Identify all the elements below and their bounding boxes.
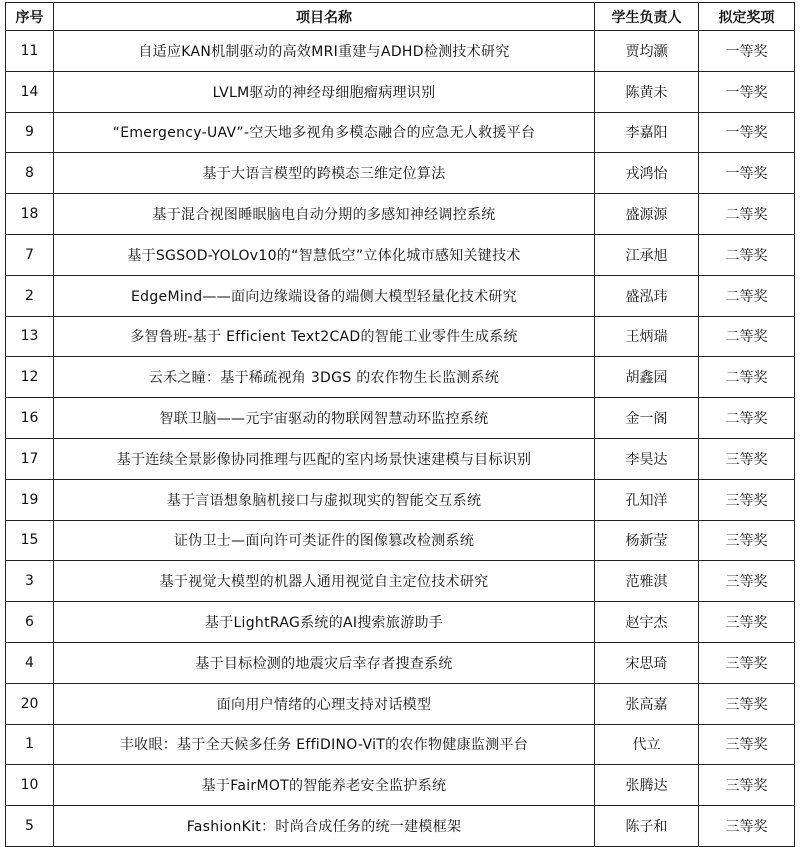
table-row	[6, 31, 795, 72]
cell-student-lead: 盛泓玮	[595, 275, 699, 316]
cell-award: 一等奖	[699, 112, 795, 153]
cell-project-title: 基于目标检测的地震灾后幸存者搜查系统	[54, 642, 595, 683]
table-row	[6, 479, 795, 520]
table-body	[6, 31, 795, 847]
cell-student-lead: 盛源源	[595, 194, 699, 235]
cell-award: 三等奖	[699, 806, 795, 847]
table-header	[6, 3, 795, 31]
table-row	[6, 438, 795, 479]
cell-seq: 13	[6, 316, 54, 357]
cell-award: 三等奖	[699, 479, 795, 520]
cell-award: 三等奖	[699, 561, 795, 602]
header-award: 拟定奖项	[699, 3, 795, 31]
cell-student-lead: 江承旭	[595, 234, 699, 275]
cell-seq: 7	[6, 234, 54, 275]
cell-project-title: 基于LightRAG系统的AI搜索旅游助手	[54, 602, 595, 643]
cell-student-lead: 戎鸿怡	[595, 153, 699, 194]
header-row	[6, 3, 795, 31]
cell-award: 二等奖	[699, 316, 795, 357]
awards-table	[5, 2, 795, 847]
cell-seq: 17	[6, 438, 54, 479]
cell-project-title: 自适应KAN机制驱动的高效MRI重建与ADHD检测技术研究	[54, 31, 595, 72]
cell-award: 一等奖	[699, 71, 795, 112]
cell-project-title: 面向用户情绪的心理支持对话模型	[54, 683, 595, 724]
cell-student-lead: 陈黄未	[595, 71, 699, 112]
table-row	[6, 642, 795, 683]
cell-student-lead: 杨新莹	[595, 520, 699, 561]
table-row	[6, 316, 795, 357]
cell-student-lead: 金一阁	[595, 398, 699, 439]
cell-award: 三等奖	[699, 602, 795, 643]
cell-project-title: LVLM驱动的神经母细胞瘤病理识别	[54, 71, 595, 112]
cell-award: 三等奖	[699, 724, 795, 765]
table-row	[6, 153, 795, 194]
cell-student-lead: 宋思琦	[595, 642, 699, 683]
cell-seq: 19	[6, 479, 54, 520]
cell-project-title: 多智鲁班-基于 Efficient Text2CAD的智能工业零件生成系统	[54, 316, 595, 357]
table-row	[6, 806, 795, 847]
cell-student-lead: 胡鑫园	[595, 357, 699, 398]
cell-seq: 6	[6, 602, 54, 643]
cell-student-lead: 李嘉阳	[595, 112, 699, 153]
header-lead: 学生负责人	[595, 3, 699, 31]
cell-project-title: 丰收眼：基于全天候多任务 EffiDINO-ViT的农作物健康监测平台	[54, 724, 595, 765]
cell-project-title: FashionKit：时尚合成任务的统一建模框架	[54, 806, 595, 847]
table-row	[6, 194, 795, 235]
cell-award: 三等奖	[699, 683, 795, 724]
cell-seq: 10	[6, 765, 54, 806]
cell-project-title: 证伪卫士—面向许可类证件的图像篡改检测系统	[54, 520, 595, 561]
cell-project-title: EdgeMind——面向边缘端设备的端侧大模型轻量化技术研究	[54, 275, 595, 316]
cell-award: 一等奖	[699, 153, 795, 194]
cell-seq: 18	[6, 194, 54, 235]
table-row	[6, 561, 795, 602]
cell-seq: 12	[6, 357, 54, 398]
cell-project-title: 基于视觉大模型的机器人通用视觉自主定位技术研究	[54, 561, 595, 602]
cell-student-lead: 贾均灏	[595, 31, 699, 72]
cell-seq: 9	[6, 112, 54, 153]
table-row	[6, 683, 795, 724]
cell-project-title: 基于FairMOT的智能养老安全监护系统	[54, 765, 595, 806]
cell-student-lead: 王炳瑞	[595, 316, 699, 357]
table-row	[6, 112, 795, 153]
cell-seq: 14	[6, 71, 54, 112]
cell-student-lead: 赵宇杰	[595, 602, 699, 643]
cell-award: 三等奖	[699, 438, 795, 479]
header-seq: 序号	[6, 3, 54, 31]
cell-award: 一等奖	[699, 31, 795, 72]
cell-project-title: “Emergency-UAV”-空天地多视角多模态融合的应急无人救援平台	[54, 112, 595, 153]
table-row	[6, 602, 795, 643]
cell-seq: 20	[6, 683, 54, 724]
cell-award: 二等奖	[699, 275, 795, 316]
cell-seq: 1	[6, 724, 54, 765]
cell-project-title: 基于言语想象脑机接口与虚拟现实的智能交互系统	[54, 479, 595, 520]
cell-student-lead: 李昊达	[595, 438, 699, 479]
table-row	[6, 724, 795, 765]
cell-seq: 11	[6, 31, 54, 72]
cell-award: 二等奖	[699, 398, 795, 439]
cell-project-title: 基于SGSOD-YOLOv10的“智慧低空”立体化城市感知关键技术	[54, 234, 595, 275]
header-title: 项目名称	[54, 3, 595, 31]
cell-award: 二等奖	[699, 234, 795, 275]
cell-project-title: 云禾之瞳：基于稀疏视角 3DGS 的农作物生长监测系统	[54, 357, 595, 398]
cell-award: 二等奖	[699, 357, 795, 398]
cell-award: 三等奖	[699, 642, 795, 683]
cell-award: 二等奖	[699, 194, 795, 235]
cell-project-title: 基于大语言模型的跨模态三维定位算法	[54, 153, 595, 194]
table-row	[6, 398, 795, 439]
table-row	[6, 765, 795, 806]
cell-project-title: 基于混合视图睡眠脑电自动分期的多感知神经调控系统	[54, 194, 595, 235]
cell-project-title: 基于连续全景影像协同推理与匹配的室内场景快速建模与目标识别	[54, 438, 595, 479]
cell-student-lead: 张腾达	[595, 765, 699, 806]
cell-seq: 2	[6, 275, 54, 316]
cell-student-lead: 陈子和	[595, 806, 699, 847]
cell-seq: 8	[6, 153, 54, 194]
cell-student-lead: 代立	[595, 724, 699, 765]
cell-award: 三等奖	[699, 520, 795, 561]
table-row	[6, 234, 795, 275]
table-row	[6, 71, 795, 112]
table-row	[6, 357, 795, 398]
cell-project-title: 智联卫脑——元宇宙驱动的物联网智慧动环监控系统	[54, 398, 595, 439]
cell-seq: 4	[6, 642, 54, 683]
cell-seq: 5	[6, 806, 54, 847]
table-row	[6, 275, 795, 316]
cell-award: 三等奖	[699, 765, 795, 806]
table-row	[6, 520, 795, 561]
cell-student-lead: 张高嘉	[595, 683, 699, 724]
cell-student-lead: 范雅淇	[595, 561, 699, 602]
cell-seq: 16	[6, 398, 54, 439]
cell-seq: 3	[6, 561, 54, 602]
cell-student-lead: 孔知洋	[595, 479, 699, 520]
cell-seq: 15	[6, 520, 54, 561]
